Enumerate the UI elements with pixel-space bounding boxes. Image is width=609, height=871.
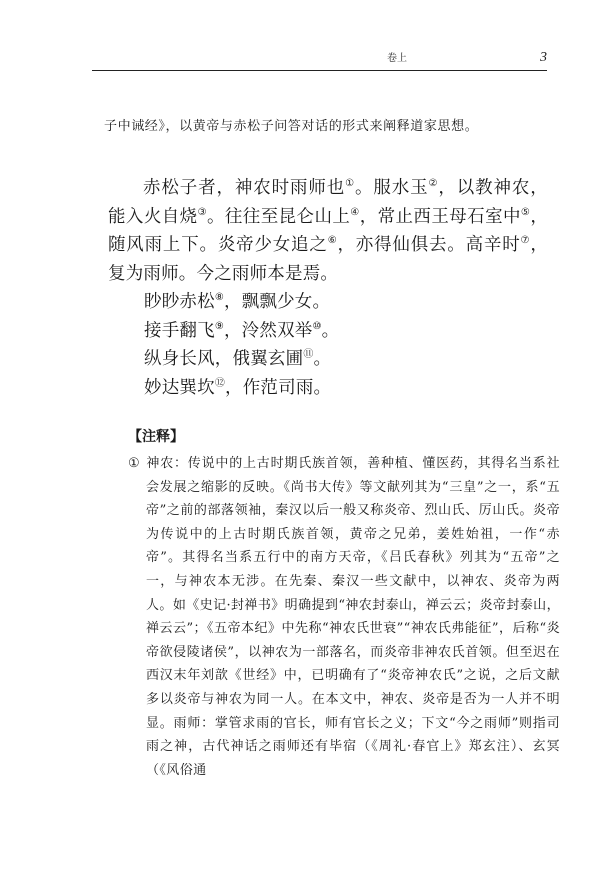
- verse-line: [108, 317, 548, 346]
- verse-segment: 。: [313, 349, 332, 369]
- prose-segment: ，以教神农，能入火自烧: [108, 178, 549, 227]
- note-ref: ⑥: [327, 235, 338, 247]
- page-number: 3: [540, 50, 547, 65]
- note-ref: ⑪: [303, 349, 314, 361]
- note-ref: ⑨: [214, 320, 224, 332]
- running-head: 卷上: [387, 53, 407, 64]
- verse-line: [108, 345, 548, 374]
- note-item: [128, 452, 560, 782]
- prose-segment: ，常止西王母石室中: [359, 206, 521, 227]
- verse-segment: 接手翻飞: [144, 320, 215, 341]
- note-ref: ⑫: [214, 377, 226, 389]
- note-ref: ③: [197, 206, 207, 218]
- verse-segment: 眇眇赤松: [144, 292, 215, 312]
- verse-line: [108, 374, 548, 403]
- verse-segment: ，泠然双举: [223, 320, 313, 341]
- prose-paragraph: [108, 174, 548, 288]
- verse-block: [108, 288, 548, 402]
- note-ref: ⑩: [312, 320, 322, 332]
- intro-line: 子中诫经》，以黄帝与赤松子问答对话的形式来阐释道家思想。: [104, 119, 479, 134]
- note-ref: ⑧: [214, 292, 224, 304]
- prose-segment: 。服水玉: [355, 178, 429, 198]
- prose-segment: ，随风雨上下。炎帝少女追之: [108, 206, 549, 255]
- verse-segment: 纵身长风，俄翼玄圃: [144, 349, 304, 369]
- main-passage: [108, 174, 548, 402]
- verse-segment: ，作范司雨。: [225, 377, 332, 398]
- verse-segment: 。: [321, 320, 340, 341]
- note-ref: ⑤: [520, 206, 531, 218]
- page-header: [92, 44, 547, 71]
- note-ref: ②: [428, 178, 439, 190]
- prose-segment: 赤松子者，神农时雨师也: [143, 178, 346, 198]
- notes-section: [128, 426, 560, 782]
- prose-segment: ，复为雨师。今之雨师本是焉。: [108, 235, 549, 284]
- note-ref: ⑦: [520, 235, 531, 247]
- verse-segment: ，飘飘少女。: [223, 292, 331, 312]
- notes-heading: 【注释】: [128, 429, 184, 445]
- verse-segment: 妙达巽坎: [144, 377, 215, 398]
- note-ref: ④: [350, 206, 360, 218]
- prose-segment: 。往往至昆仑山上: [206, 206, 351, 227]
- note-ref: ①: [345, 178, 356, 190]
- prose-segment: ，亦得仙俱去。高辛时: [337, 235, 521, 255]
- verse-line: [108, 288, 548, 317]
- note-text: 神农：传说中的上古时期氏族首领，善种植、懂医药，其得名当系社会发展之缩影的反映。《尚书大传》等文献列其为“三皇”之一，系“五帝”之前的部落领袖，秦汉以后一般又称炎帝、烈山氏、厉山氏。炎帝为传说中的上古时期氏族首领，黄帝之兄弟，姜姓始祖，一作“赤帝”。其得名当系五行中的南方天帝，《吕氏春秋》列其为“五帝”之一，与神农本无涉。在先秦、秦汉一些文献中，以神农、炎帝为两人。如《史记·封禅书》明确提到“神农封泰山，禅云云；炎帝封泰山，禅云云”；《五帝本纪》中先称“神农氏世衰”“神农氏弗能征”，后称“炎帝欲侵陵诸侯”，以神农为一部落名，而炎帝非神农氏首领。但至迟在西汉末年刘歆《世经》中，已明确有了“炎帝神农氏”之说，之后文献多以炎帝与神农为同一人。在本文中，神农、炎帝是否为一人并不明显。雨师：掌管求雨的官长，师有官长之义；下文“今之雨师”则指司雨之神，古代神话之雨师还有毕宿（《周礼·春官上》郑玄注）、玄冥（《风俗通: [146, 456, 560, 778]
- note-marker: ①: [128, 456, 141, 471]
